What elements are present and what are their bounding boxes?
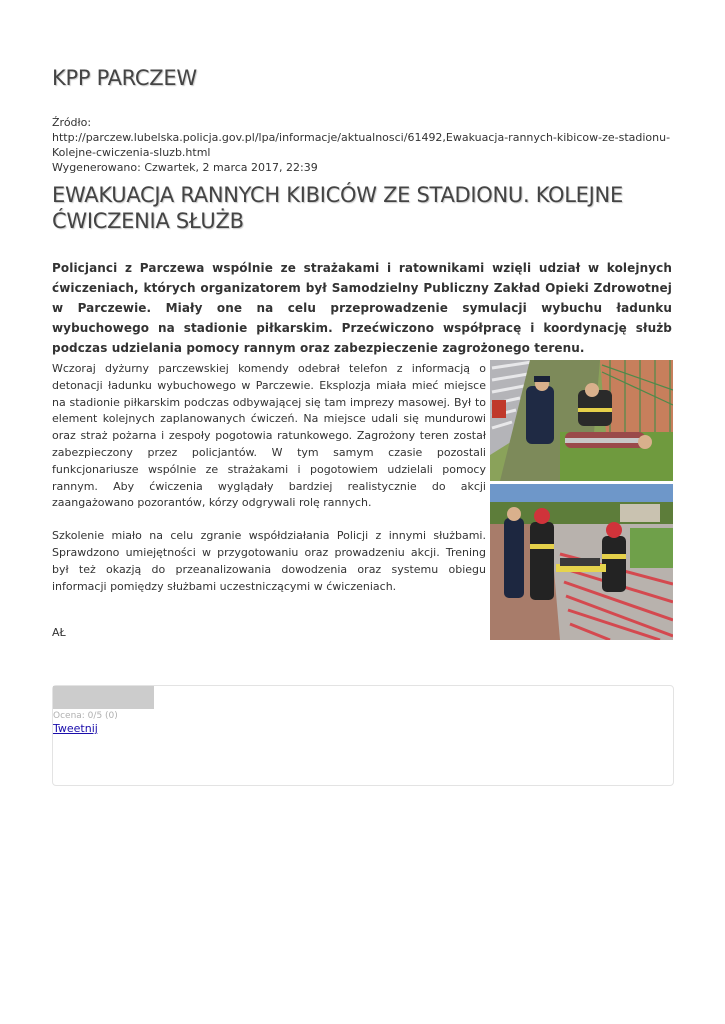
photo-rescue-grass-image xyxy=(490,360,673,481)
rating-stars[interactable] xyxy=(53,686,154,709)
article-author: AŁ xyxy=(52,626,66,639)
source-info xyxy=(52,115,674,175)
generated-date: Wygenerowano: Czwartek, 2 marca 2017, 22:39 xyxy=(52,161,318,174)
source-label: Źródło: xyxy=(52,116,92,129)
photo-rescue-grass[interactable] xyxy=(490,360,673,481)
article-paragraph: Szkolenie miało na celu zgranie współdziałania Policji z innymi służbami. Sprawdzono umiejętności w przygotowaniu oraz prowadzeniu akcji. Trening był też okazją do przeanalizowania dowodzenia oraz systemu obiegu informacji pomiędzy służbami uczestniczącymi w ćwiczeniach. xyxy=(52,529,486,593)
source-url: http://parczew.lubelska.policja.gov.pl/lpa/informacje/aktualnosci/61492,Ewakuacja-rannych-kibicow-ze-stadionu-Kolejne-cwiczenia-sluzb.html xyxy=(52,131,671,159)
site-title: KPP PARCZEW xyxy=(52,66,197,90)
article-body xyxy=(52,361,486,611)
article-lead: Policjanci z Parczewa wspólnie ze strażakami i ratownikami wzięli udział w kolejnych ćwiczeniach, których organizatorem był Samodzielny Publiczny Zakład Opieki Zdrowotnej w Parczewie. Miały one na celu przeprowadzenie symulacji wybuchu ładunku wybuchowego na stadionie piłkarskim. Przećwiczono współpracę i koordynację służb podczas udzielania pomocy rannym oraz zabezpieczenie zagrożonego terenu. xyxy=(52,261,672,355)
tweet-link[interactable]: Tweetnij xyxy=(53,722,98,735)
rating-text: Ocena: 0/5 (0) xyxy=(53,711,118,721)
photo-evacuation-stretcher-image xyxy=(490,484,673,640)
photo-evacuation-stretcher[interactable] xyxy=(490,484,673,640)
article-paragraph: Wczoraj dyżurny parczewskiej komendy odebrał telefon z informacją o detonacji ładunku wybuchowego w Parczewie. Eksplozja miała mieć miejsce na stadionie piłkarskim podczas odbywającej się tam imprezy masowej. Był to element kolejnych zaplanowanych ćwiczeń. Na miejsce udali się mundurowi oraz straż pożarna i zespoły pogotowia ratunkowego. Zagrożony teren został zabezpieczony przez policjantów. W tym samym czasie pozostali funkcjonariusze wspólnie ze strażakami i pogotowiem udzielali pomocy rannym. Aby ćwiczenia wyglądały bardziej realistycznie do akcji zaangażowano pozorantów, kórzy odgrywali rolę rannych. xyxy=(52,362,486,510)
article-title: EWAKUACJA RANNYCH KIBICÓW ZE STADIONU. KOLEJNE ĆWICZENIA SŁUŻB xyxy=(52,183,623,233)
rating-panel xyxy=(52,685,674,786)
